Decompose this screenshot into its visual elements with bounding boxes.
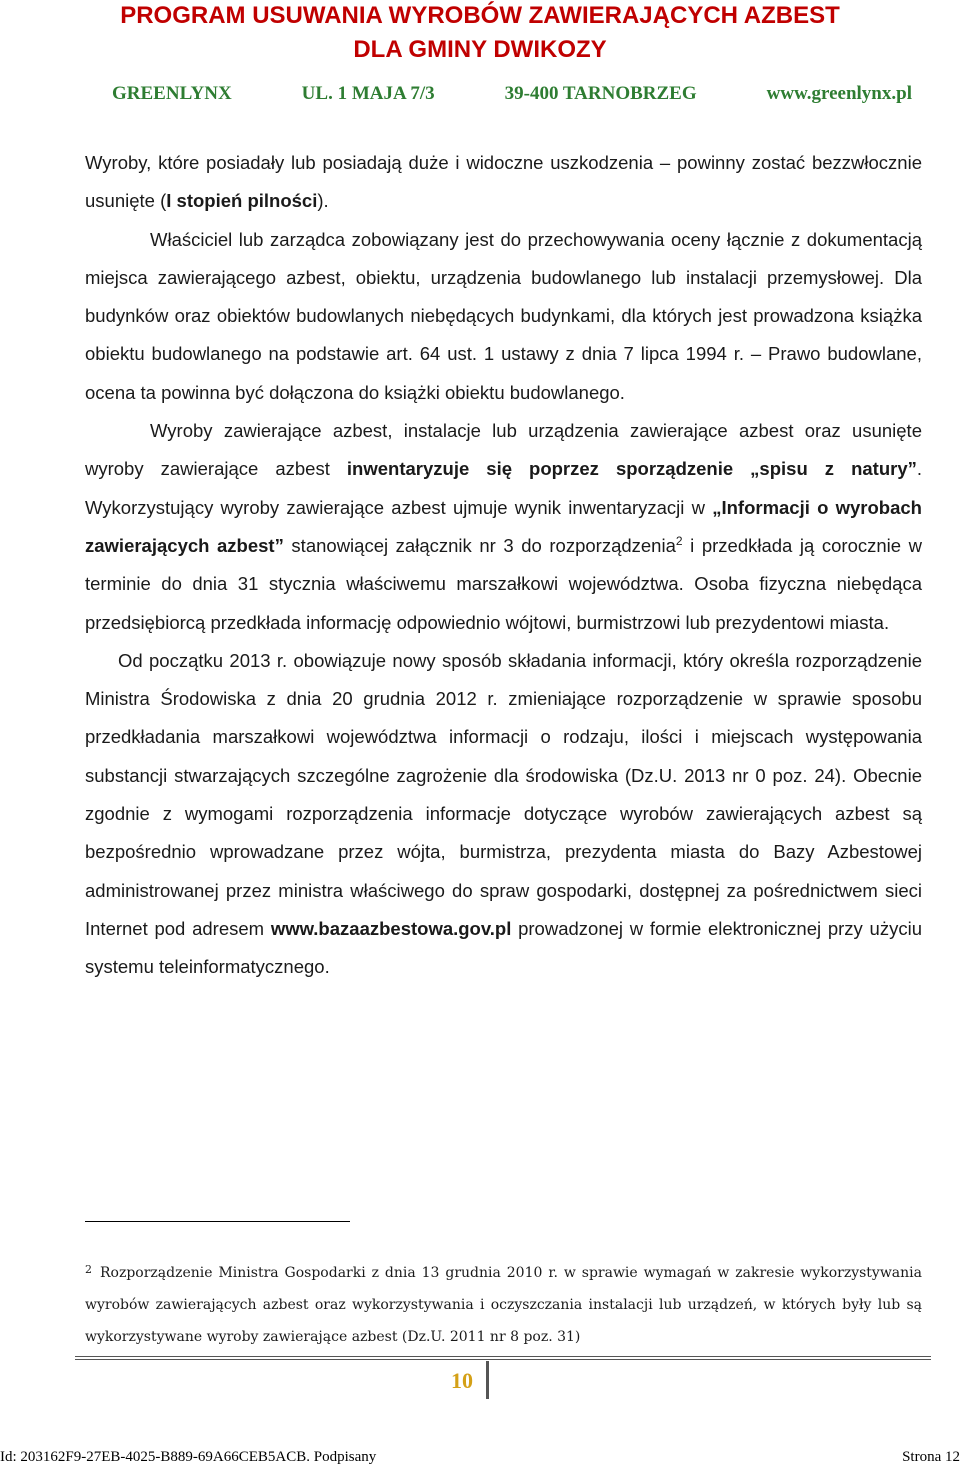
- document-title-line2: DLA GMINY DWIKOZY: [353, 36, 607, 63]
- paragraph-2-text: Właściciel lub zarządca zobowiązany jest do przechowywania oceny łącznie z dokumentacją miejsca zawierającego azbest, obiektu, urządzenia budowlanego lub instalacji przemysłowej. Dla budynków oraz obiektów budowlanych niebędących budynkami, dla których jest prowadzona książka obiektu budowlanego na podstawie art. 64 ust. 1 ustawy z dnia 7 lipca 1994 r. – Prawo budowlane, ocena ta powinna być dołączona do książki obiektu budowlanego.: [85, 228, 922, 403]
- footnote-number: 2: [85, 1263, 92, 1276]
- footnote: [85, 1254, 922, 1353]
- footnote-separator: [85, 1221, 350, 1222]
- paragraph-3-text-c: stanowiącej załącznik nr 3 do rozporządzenia: [283, 534, 676, 556]
- paragraph-4-text-b: prowadzonej w formie elektronicznej przy użyciu systemu teleinformatycznego.: [85, 917, 922, 978]
- document-body: [85, 144, 922, 987]
- paragraph-4: [85, 642, 922, 987]
- company-info-line: [112, 83, 912, 105]
- footer-rule-top: [75, 1356, 931, 1357]
- paragraph-3-text-b: . Wykorzystujący wyroby zawierające azbest ujmuje wynik inwentaryzacji w: [85, 458, 922, 518]
- document-title-line1: PROGRAM USUWANIA WYROBÓW ZAWIERAJĄCYCH AZBEST: [120, 2, 840, 29]
- document-id: Id: 203162F9-27EB-4025-B889-69A66CEB5ACB. Podpisany: [0, 1449, 377, 1465]
- footnote-reference: 2: [675, 533, 683, 548]
- footer-rule-bottom: [75, 1359, 931, 1360]
- paragraph-1: [85, 144, 922, 221]
- paragraph-1-bold: I stopień pilności: [166, 190, 318, 212]
- footnote-text: Rozporządzenie Ministra Gospodarki z dnia 13 grudnia 2010 r. w sprawie wymagań w zakresie wykorzystywania wyrobów zawierających azbest oraz wykorzystywania i oczyszczania instalacji lub urządzeń, w których były lub są wykorzystywane wyroby zawierające azbest (Dz.U. 2011 nr 8 poz. 31): [85, 1265, 922, 1345]
- paragraph-3-bold-b: „Informacji o wyrobach zawierających azbest”: [85, 496, 922, 556]
- paragraph-3-text-d: i przedkłada ją corocznie w terminie do dnia 31 stycznia właściwemu marszałkowi województwa. Osoba fizyczna niebędąca przedsiębiorcą przedkłada informację odpowiednio wójtowi, burmistrzowi lub prezydentowi miasta.: [85, 534, 922, 633]
- page-number-divider: [486, 1361, 489, 1399]
- paragraph-4-text-a: Od początku 2013 r. obowiązuje nowy sposób składania informacji, który określa rozporządzenie Ministra Środowiska z dnia 20 grudnia 2012 r. zmieniające rozporządzenie w sprawie sposobu przedkładania marszałkowi województwa informacji o rodzaju, ilości i miejscach występowania substancji stwarzających szczególne zagrożenie dla środowiska (Dz.U. 2013 nr 0 poz. 24). Obecnie zgodnie z wymogami rozporządzenia informacje dotyczące wyrobów zawierających azbest są bezpośrednio wprowadzane przez wójta, burmistrza, prezydenta miasta do Bazy Azbestowej administrowanej przez ministra właściwego do spraw gospodarki, dostępnej za pośrednictwem sieci Internet pod adresem: [85, 649, 922, 939]
- paragraph-3: [85, 412, 922, 642]
- paragraph-3-bold-a: inwentaryzuje się poprzez sporządzenie „spisu z natury”: [346, 458, 917, 480]
- company-street: UL. 1 MAJA 7/3: [301, 83, 435, 104]
- company-city: 39-400 TARNOBRZEG: [504, 83, 697, 104]
- company-name: GREENLYNX: [112, 83, 232, 104]
- page-number: 10: [451, 1368, 473, 1393]
- database-url: www.bazaazbestowa.gov.pl: [270, 917, 512, 939]
- paragraph-1-text-end: ).: [317, 190, 329, 212]
- page-counter: Strona 12: [902, 1449, 960, 1465]
- paragraph-3-text-a: Wyroby zawierające azbest, instalacje lub urządzenia zawierające azbest oraz usunięte wyroby zawierające azbest: [85, 420, 922, 480]
- paragraph-1-text: Wyroby, które posiadały lub posiadają duże i widoczne uszkodzenia – powinny zostać bezzwłocznie usunięte (: [85, 152, 922, 212]
- paragraph-2: [85, 221, 922, 412]
- company-website: www.greenlynx.pl: [766, 83, 912, 104]
